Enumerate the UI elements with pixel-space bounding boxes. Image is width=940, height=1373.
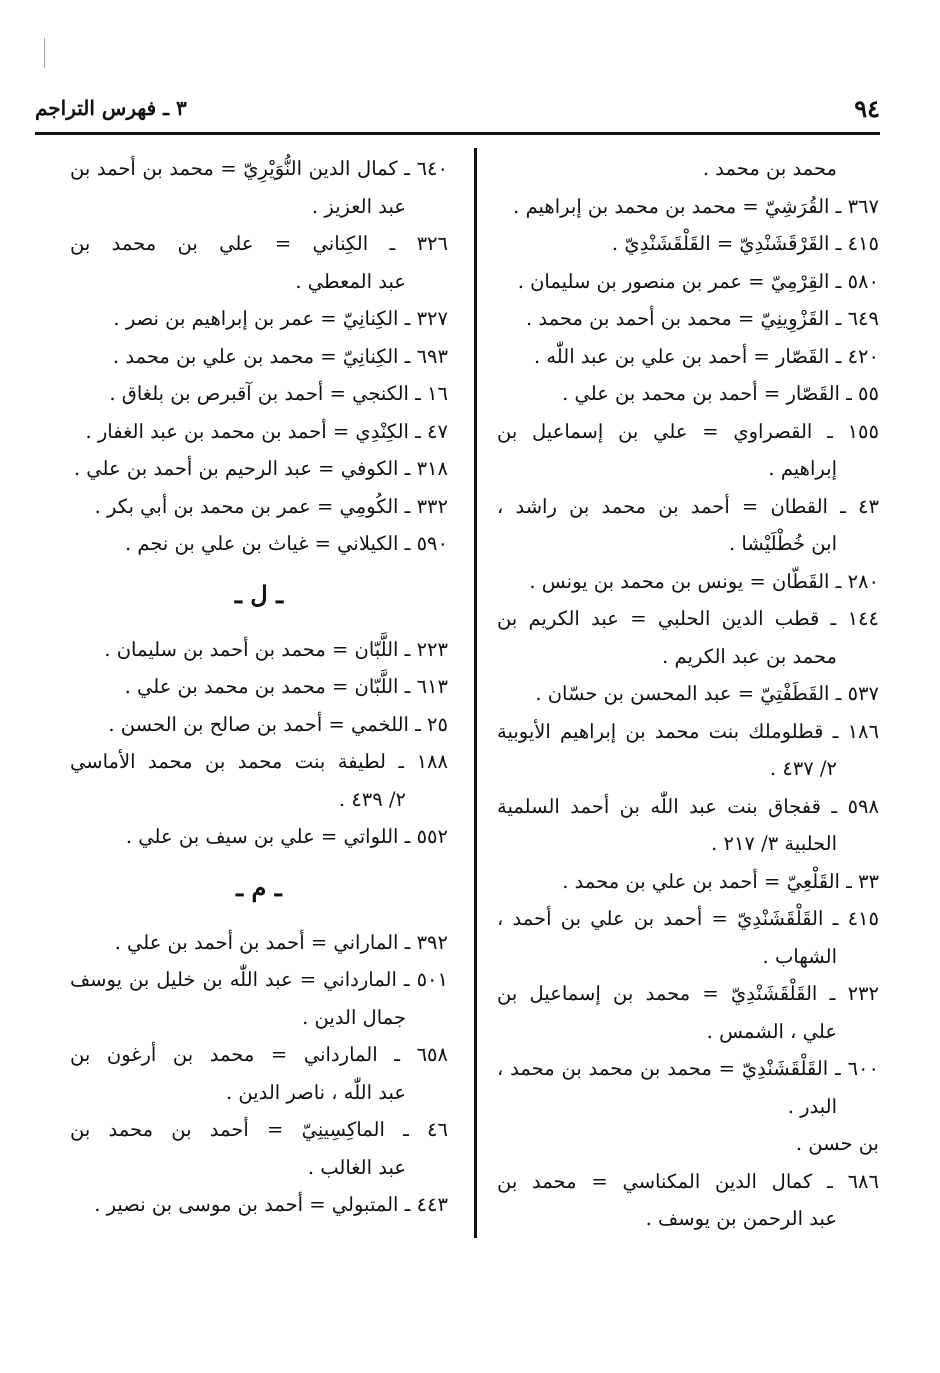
index-entry: ٤٧ ـ الكِنْدِي = أحمد بن محمد بن عبد الغفار . (85, 419, 448, 443)
index-entry: ٦٥٨ ـ المارداني = محمد بن أرغون بن (70, 1043, 448, 1066)
index-entry-continuation: عبد العزيز . (311, 194, 406, 218)
index-entry: ٢٥ ـ اللخمي = أحمد بن صالح بن الحسن . (108, 712, 448, 736)
index-entry: ٣٣ ـ القَلْعِيّ = أحمد بن علي بن محمد . (562, 869, 879, 893)
scan-mark (44, 38, 45, 68)
index-entry: ٦٩٣ ـ الكِنانِيّ = محمد بن علي بن محمد . (112, 344, 448, 368)
index-entry: ٦٤٠ ـ كمال الدين النُّوَيْرِيّ = محمد بن أحمد بن (70, 157, 448, 180)
index-entry-continuation: ابن خُطْلَيْشا . (728, 532, 837, 555)
index-entry: بن حسن . (795, 1132, 879, 1155)
index-entry: ٥٩٠ ـ الكيلاني = غياث بن علي بن نجم . (124, 532, 448, 555)
index-entry: ١٥٥ ـ القصراوي = علي بن إسماعيل بن (497, 419, 879, 443)
index-entry: ٣٢٦ ـ الكِناني = علي بن محمد بن (70, 232, 448, 255)
index-entry-continuation: إبراهيم . (768, 457, 837, 480)
index-entry: ٤٦ ـ الماكِسِينِيّ = أحمد بن محمد بن (70, 1118, 448, 1141)
index-entry: ٦٠٠ ـ القَلْقَشَنْدِيّ = محمد بن محمد بن محمد ، (497, 1057, 879, 1080)
index-entry-continuation: البدر . (787, 1094, 837, 1118)
index-entry: ٥٥ ـ القَصّار = أحمد بن محمد بن علي . (562, 382, 879, 405)
index-entry: ٢٢٣ ـ اللَّبّان = محمد بن أحمد بن سليمان . (104, 637, 448, 661)
index-entry: ٤١٥ ـ القَلْقَشَنْدِيّ = أحمد بن علي بن أحمد ، (497, 907, 879, 930)
right-column (497, 150, 879, 1238)
index-entry-continuation: جمال الدين . (302, 1005, 406, 1029)
index-entry: ١٤٤ ـ قطب الدين الحلبي = عبد الكريم بن (497, 607, 879, 630)
index-entry: ٤١٥ ـ القَرْقَشَنْدِيّ = القَلْقَشَنْدِيّ . (611, 232, 879, 255)
index-entry: ٤٢٠ ـ القَصّار = أحمد بن علي بن عبد اللّٰه . (533, 344, 879, 368)
index-entry: ٦٨٦ ـ كمال الدين المكناسي = محمد بن (497, 1169, 879, 1193)
index-entry: ١٨٨ ـ لطيفة بنت محمد بن محمد الأماسي (70, 750, 448, 773)
index-entry: ٣٦٧ ـ القُرَشِيّ = محمد بن محمد بن إبراهيم . (513, 194, 879, 218)
page-header (35, 88, 880, 128)
index-entry-continuation: الحلبية ٣/ ٢١٧ . (711, 832, 837, 855)
index-entry: ٢٨٠ ـ القَطّان = يونس بن محمد بن يونس . (529, 569, 879, 593)
index-entry-continuation: محمد بن عبد الكريم . (662, 644, 837, 668)
index-entry: ٥٨٠ ـ القِرْمِيّ = عمر بن منصور بن سليمان . (517, 269, 879, 293)
index-entry-continuation: عبد اللّٰه ، ناصر الدين . (225, 1080, 406, 1104)
index-entry: ٦٤٩ ـ القَزْوِينِيّ = محمد بن أحمد بن محمد . (525, 307, 879, 330)
index-entry: ٢٣٢ ـ القَلْقَشَنْدِيّ = محمد بن إسماعيل بن (497, 982, 879, 1005)
index-entry-continuation: ٢/ ٤٣٧ . (769, 757, 837, 780)
index-entry: ٤٣ ـ القطان = أحمد بن محمد بن راشد ، (497, 494, 879, 518)
index-entry: ٥٥٢ ـ اللواتي = علي بن سيف بن علي . (125, 825, 448, 848)
index-entry: ٦١٣ ـ اللَّبّان = محمد بن محمد بن علي . (124, 675, 448, 698)
index-entry-continuation: محمد بن محمد . (702, 157, 837, 180)
index-entry: ٣٩٢ ـ الماراني = أحمد بن أحمد بن علي . (114, 930, 448, 954)
index-entry-continuation: عبد الرحمن بن يوسف . (645, 1207, 837, 1230)
index-entry-continuation: عبد الغالب . (307, 1155, 406, 1179)
section-title: ٣ ـ فهرس التراجم (35, 96, 187, 120)
index-entry-continuation: علي ، الشمس . (706, 1019, 837, 1043)
index-entry: ١٨٦ ـ قطلوملك بنت محمد بن إبراهيم الأيوبية (497, 719, 879, 743)
index-entry: ١٦ ـ الكنجي = أحمد بن آقبرص بن بلغاق . (109, 382, 448, 405)
page-number: ٩٤ (854, 94, 880, 123)
index-entry-continuation: الشهاب . (762, 944, 837, 968)
letter-heading: ـ ل ـ (234, 579, 284, 609)
index-entry: ٣٢٧ ـ الكِنانِيّ = عمر بن إبراهيم بن نصر . (113, 307, 448, 330)
header-rule (35, 132, 880, 135)
index-entry: ٣٣٢ ـ الكُومِي = عمر بن محمد بن أبي بكر . (94, 494, 448, 518)
index-entry-continuation: عبد المعطي . (295, 269, 406, 293)
index-entry-continuation: ٢/ ٤٣٩ . (338, 787, 406, 811)
index-entry: ٥٠١ ـ المارداني = عبد اللّٰه بن خليل بن يوسف (70, 968, 448, 991)
letter-heading: ـ م ـ (236, 872, 282, 902)
column-divider (474, 148, 477, 1238)
left-column (70, 150, 448, 1224)
index-entry: ٥٩٨ ـ قفجاق بنت عبد اللّٰه بن أحمد السلمية (497, 794, 879, 818)
index-entry: ٥٣٧ ـ القَطَفْتِيّ = عبد المحسن بن حسّان . (535, 682, 879, 705)
index-entry: ٤٤٣ ـ المتبولي = أحمد بن موسى بن نصير . (94, 1193, 448, 1216)
index-entry: ٣١٨ ـ الكوفي = عبد الرحيم بن أحمد بن علي . (73, 457, 448, 480)
